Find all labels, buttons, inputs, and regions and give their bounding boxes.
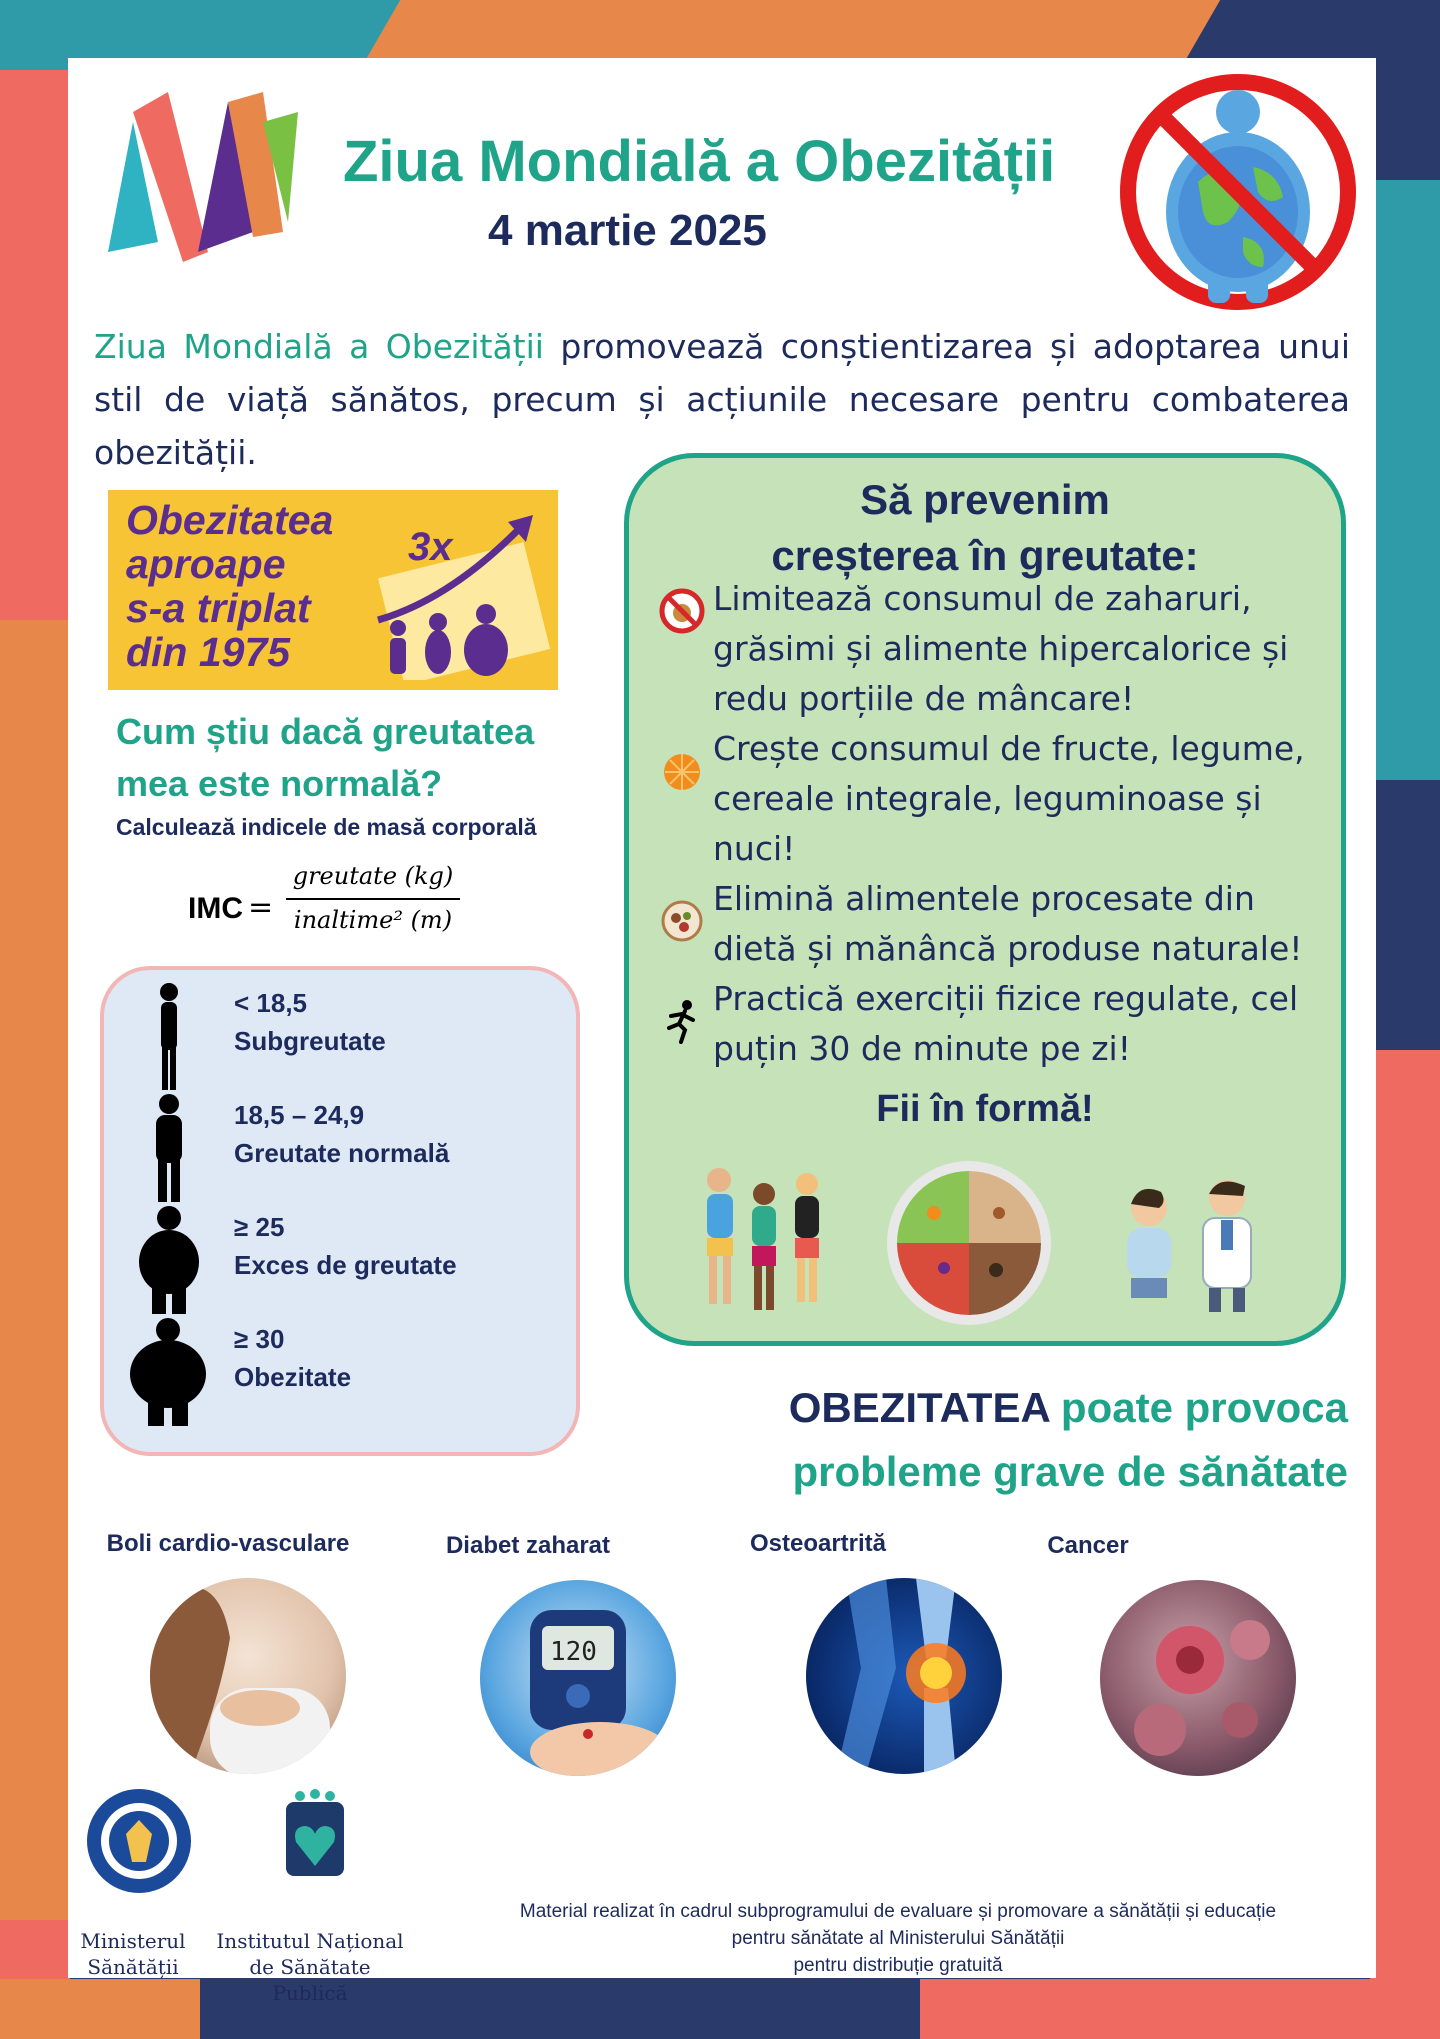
bmi-question: [116, 706, 636, 810]
tripled-line-4: din 1975: [126, 629, 291, 675]
tripled-obesity-banner: [108, 490, 558, 690]
bmi-range: ≥ 30: [234, 1324, 285, 1354]
disease-label-osteoarthritis: Osteoartrită: [749, 1530, 887, 1557]
page-title: Ziua Mondială a Obezității: [343, 129, 1056, 194]
no-sweets-icon: [659, 588, 705, 634]
bmi-question-line-2: mea este normală?: [116, 763, 443, 804]
insp-name: [210, 1928, 410, 2006]
orange-fruit-icon: [659, 748, 705, 794]
bmi-label: Subgreutate: [234, 1026, 386, 1056]
glucose-reading: 120: [550, 1637, 597, 1667]
disease-image-diabetes: [480, 1580, 676, 1776]
glucometer-illustration-icon: [480, 1580, 676, 1776]
disease-image-cardio: [150, 1578, 346, 1774]
prevention-tip-3: Elimină alimentele procesate din dietă și mănâncă produse naturale!: [713, 879, 1303, 968]
border-band-orange-left: [0, 620, 70, 1920]
footer-note-line-2: pentru sănătate al Ministerului Sănătății: [731, 1928, 1065, 1949]
poster-page: [68, 58, 1376, 2005]
bmi-label: Obezitate: [234, 1362, 352, 1392]
overweight-figure-icon: [134, 1206, 204, 1316]
formula-numerator: greutate (kg): [292, 862, 454, 890]
doctor-consultation-illustration-icon: [1109, 1168, 1279, 1318]
footer-note-line-3: pentru distribuție gratuită: [793, 1955, 1003, 1976]
footer-note-line-1: Material realizat în cadrul subprogramului de evaluare și promovare a sănătății și educație: [519, 1901, 1277, 1922]
consequences-keyword: OBEZITATEA: [788, 1384, 1050, 1431]
bmi-range: < 18,5: [234, 988, 308, 1018]
natural-food-icon: [659, 898, 705, 944]
no-obesity-globe-icon: [1118, 72, 1358, 312]
bmi-category-normal: [234, 1096, 449, 1172]
insp-line-1: Institutul Național: [216, 1929, 404, 1953]
prevention-tip-2: Crește consumul de fructe, legume, cereale integrale, leguminoase și nuci!: [713, 729, 1305, 868]
formula-equals: =: [248, 890, 274, 925]
consequences-line-1: [688, 1376, 1348, 1440]
disease-label-cancer: Cancer: [1047, 1532, 1129, 1559]
intro-highlight: Ziua Mondială a Obezității: [94, 327, 544, 366]
prevention-title-line-2: creșterea în greutate:: [771, 532, 1199, 579]
event-date: 4 martie 2025: [488, 206, 767, 255]
formula-label: IMC: [188, 892, 243, 925]
bmi-category-obese: [234, 1320, 351, 1396]
bmi-category-overweight: [234, 1208, 457, 1284]
formula-denominator: inaltime² (m): [293, 906, 453, 934]
disease-image-cancer: [1100, 1580, 1296, 1776]
prevention-box: [624, 453, 1346, 1346]
bmi-categories-box: [100, 966, 580, 1456]
obese-figure-icon: [128, 1318, 208, 1428]
bmi-label: Greutate normală: [234, 1138, 450, 1168]
consequences-line-2: probleme grave de sănătate: [792, 1448, 1348, 1495]
border-band-bottom-red: [920, 1979, 1440, 2039]
bmi-label: Exces de greutate: [234, 1250, 457, 1280]
government-seal-icon: [84, 1786, 194, 1896]
bmi-range: ≥ 25: [234, 1212, 285, 1242]
tripled-text: [126, 498, 376, 674]
disease-label-cardio: Boli cardio-vasculare: [106, 1530, 350, 1557]
bmi-question-line-1: Cum știu dacă greutatea: [116, 711, 535, 752]
intro-text: promovează conștientizarea și adoptarea unui stil de viață sănătos, precum și acțiunile necesare pentru combaterea obezității.: [94, 327, 1351, 472]
ministry-name: [78, 1928, 188, 1980]
consequences-part-2: poate provoca: [1049, 1384, 1348, 1431]
tripled-line-2: aproape: [126, 541, 286, 587]
cancer-cells-illustration-icon: [1100, 1580, 1296, 1776]
runners-illustration-icon: [689, 1158, 839, 1318]
growth-chart-icon: [358, 500, 553, 680]
bmi-subtitle: Calculează indicele de masă corporală: [116, 814, 537, 840]
disease-label-diabetes: Diabet zaharat: [445, 1532, 611, 1559]
bmi-range: 18,5 – 24,9: [234, 1100, 365, 1130]
footer-note: [448, 1898, 1348, 1979]
formula-fraction-line: [286, 898, 460, 900]
insp-logo-icon: [282, 1788, 348, 1888]
runner-icon: [659, 998, 705, 1044]
consequences-headline: [688, 1376, 1348, 1504]
healthy-plate-illustration-icon: [884, 1158, 1054, 1328]
border-band-teal-right: [1370, 180, 1440, 780]
normal-figure-icon: [144, 1094, 194, 1204]
ministry-line-2: Sănătății: [87, 1955, 179, 1979]
thin-figure-icon: [144, 982, 194, 1092]
prevention-title: [629, 472, 1341, 584]
ministry-line-1: Ministerul: [80, 1929, 186, 1953]
prevention-motto: Fii în formă!: [876, 1088, 1094, 1130]
border-band-red-right: [1370, 1050, 1440, 2039]
tripled-line-3: s-a triplat: [126, 585, 311, 631]
knee-joint-illustration-icon: [806, 1578, 1002, 1774]
bmi-formula: [188, 858, 488, 958]
prevention-title-line-1: Să prevenim: [860, 476, 1110, 523]
chest-pain-illustration-icon: [150, 1578, 346, 1774]
tripled-badge: 3x: [408, 525, 453, 569]
prevention-tip-1: Limitează consumul de zaharuri, grăsimi și alimente hipercalorice și redu porțiile de mâncare!: [713, 579, 1289, 718]
bmi-category-underweight: [234, 984, 386, 1060]
world-obesity-logo-icon: [88, 82, 308, 272]
border-band-bottom-orange: [0, 1979, 200, 2039]
prevention-tip-4: Practică exerciții fizice regulate, cel puțin 30 de minute pe zi!: [713, 979, 1299, 1068]
disease-image-osteoarthritis: [806, 1578, 1002, 1774]
insp-line-2: de Sănătate Publică: [249, 1955, 371, 2005]
tripled-line-1: Obezitatea: [126, 497, 334, 543]
